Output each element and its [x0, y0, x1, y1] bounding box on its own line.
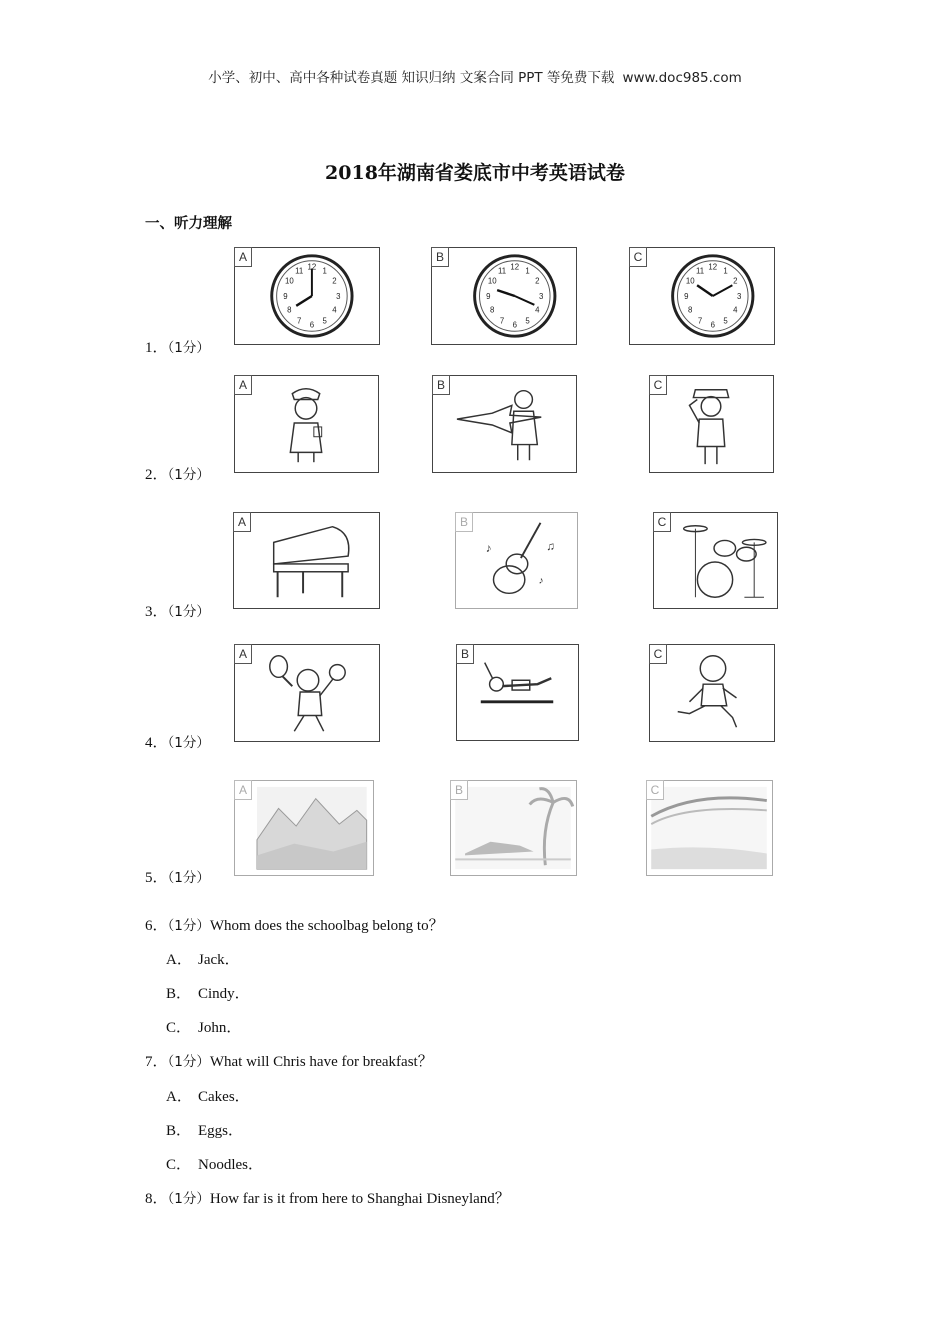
option-letter: A	[233, 512, 251, 532]
option-text: Cindy．	[198, 986, 250, 1002]
svg-text:1: 1	[723, 266, 728, 276]
option-picture-1c[interactable]	[629, 247, 775, 345]
option-picture-4c[interactable]	[649, 644, 775, 742]
option-letter: B	[455, 512, 473, 532]
svg-text:4: 4	[733, 305, 738, 315]
svg-text:1: 1	[525, 266, 530, 276]
option-letter: A	[234, 247, 252, 267]
option-letter: C．	[166, 1020, 192, 1036]
question-5-label	[145, 866, 210, 887]
question-score: （1分）	[167, 918, 210, 934]
svg-text:7: 7	[296, 316, 302, 326]
option-letter: A	[234, 780, 252, 800]
option-picture-4a[interactable]	[234, 644, 380, 742]
option-picture-3c[interactable]	[653, 512, 778, 609]
option-letter: B．	[166, 986, 192, 1002]
svg-text:11: 11	[295, 266, 304, 276]
svg-text:1: 1	[322, 266, 327, 276]
svg-text:2: 2	[733, 276, 738, 286]
option-text: Cakes．	[198, 1089, 250, 1105]
question-7	[145, 1050, 433, 1071]
svg-text:8: 8	[688, 305, 693, 315]
svg-text:♫: ♫	[546, 540, 556, 554]
option-text: Eggs．	[198, 1123, 244, 1139]
svg-text:4: 4	[535, 305, 540, 315]
question-text: How far is it from here to Shanghai Disneyland？	[209, 1191, 510, 1207]
svg-text:3: 3	[737, 291, 742, 301]
option-picture-3a[interactable]	[233, 512, 380, 609]
question-score: （1分）	[167, 340, 210, 356]
svg-text:♪: ♪	[538, 575, 544, 587]
option-letter: B．	[166, 1123, 192, 1139]
section-title: 一、听力理解	[145, 216, 232, 232]
option-letter: B	[450, 780, 468, 800]
option-text: John．	[198, 1020, 242, 1036]
option-picture-5a[interactable]	[234, 780, 374, 876]
svg-text:8: 8	[287, 305, 292, 315]
question-1-label	[145, 336, 210, 357]
option-picture-5b[interactable]	[450, 780, 577, 876]
option-picture-4b[interactable]	[456, 644, 579, 741]
question-text: What will Chris have for breakfast？	[209, 1054, 433, 1070]
svg-text:11: 11	[695, 266, 705, 276]
question-2-label	[145, 463, 210, 484]
svg-text:3: 3	[539, 291, 544, 301]
clock-icon	[235, 248, 379, 344]
svg-text:5: 5	[723, 316, 728, 326]
option-letter: C	[649, 644, 667, 664]
option-letter: A	[234, 644, 252, 664]
question-3-label	[145, 600, 210, 621]
question-score: （1分）	[167, 870, 210, 886]
pilot-with-jet-icon	[433, 376, 576, 472]
question-4-label	[145, 731, 210, 752]
high-jumper-icon	[457, 645, 578, 740]
option-picture-2b[interactable]	[432, 375, 577, 473]
question-number: 7．	[145, 1054, 168, 1070]
option-letter: C	[653, 512, 671, 532]
page-title: 2018年湖南省娄底市中考英语试卷	[325, 162, 625, 184]
question-number: 5．	[145, 870, 168, 886]
option-picture-1a[interactable]	[234, 247, 380, 345]
svg-text:9: 9	[684, 291, 689, 301]
svg-text:12: 12	[307, 262, 317, 272]
svg-text:6: 6	[710, 320, 715, 330]
question-number: 4．	[145, 735, 168, 751]
q6-option-c[interactable]	[166, 1016, 241, 1037]
option-letter: C．	[166, 1157, 192, 1173]
option-letter: A．	[166, 952, 192, 968]
question-score: （1分）	[167, 735, 210, 751]
option-letter: A．	[166, 1089, 192, 1105]
option-picture-3b[interactable]	[455, 512, 578, 609]
svg-text:7: 7	[697, 316, 703, 326]
option-letter: C	[629, 247, 647, 267]
option-letter: A	[234, 375, 252, 395]
q7-option-c[interactable]	[166, 1153, 263, 1174]
svg-text:4: 4	[332, 305, 337, 315]
svg-text:9: 9	[283, 291, 288, 301]
header-text: 小学、初中、高中各种试卷真题 知识归纳 文案合同 PPT 等免费下载	[208, 70, 615, 86]
question-number: 2．	[145, 467, 168, 483]
palm-beach-icon	[451, 781, 576, 875]
option-letter: C	[646, 780, 664, 800]
question-number: 1．	[145, 340, 168, 356]
svg-text:10: 10	[285, 276, 294, 286]
svg-text:7: 7	[499, 316, 505, 326]
option-letter: B	[432, 375, 450, 395]
question-score: （1分）	[167, 1191, 210, 1207]
svg-text:12: 12	[510, 262, 520, 272]
svg-text:9: 9	[486, 291, 491, 301]
q7-option-a[interactable]	[166, 1085, 250, 1106]
question-number: 8．	[145, 1191, 168, 1207]
page-header	[0, 66, 950, 86]
svg-text:5: 5	[322, 316, 327, 326]
svg-text:♪: ♪	[485, 542, 492, 556]
question-8	[145, 1187, 510, 1208]
q7-option-b[interactable]	[166, 1119, 243, 1140]
clock-icon	[630, 248, 774, 344]
option-picture-5c[interactable]	[646, 780, 773, 876]
guitar-icon	[456, 513, 577, 608]
mountains-icon	[235, 781, 373, 875]
option-letter: B	[456, 644, 474, 664]
soldier-saluting-icon	[650, 376, 773, 472]
drum-set-icon	[654, 513, 777, 608]
q6-option-b[interactable]	[166, 982, 250, 1003]
option-picture-1b[interactable]	[431, 247, 577, 345]
tennis-player-icon	[235, 645, 379, 741]
option-text: Jack．	[198, 952, 240, 968]
clock-icon	[432, 248, 576, 344]
option-picture-2a[interactable]	[234, 375, 379, 473]
option-picture-2c[interactable]	[649, 375, 774, 473]
question-score: （1分）	[167, 1054, 210, 1070]
option-letter: C	[649, 375, 667, 395]
option-text: Noodles．	[198, 1157, 263, 1173]
seashore-icon	[647, 781, 772, 875]
svg-text:10: 10	[487, 276, 497, 286]
svg-text:12: 12	[708, 262, 718, 272]
question-number: 6．	[145, 918, 168, 934]
question-text: Whom does the schoolbag belong to？	[209, 918, 444, 934]
svg-text:5: 5	[525, 316, 530, 326]
option-letter: B	[431, 247, 449, 267]
question-number: 3．	[145, 604, 168, 620]
question-score: （1分）	[167, 604, 210, 620]
running-boy-icon	[650, 645, 774, 741]
nurse-icon	[235, 376, 378, 472]
q6-option-a[interactable]	[166, 948, 240, 969]
svg-text:2: 2	[535, 276, 540, 286]
svg-text:11: 11	[497, 266, 507, 276]
header-site-link[interactable]: www.doc985.com	[622, 70, 742, 86]
svg-text:6: 6	[512, 320, 517, 330]
svg-text:6: 6	[309, 320, 315, 330]
question-6	[145, 914, 444, 935]
svg-text:8: 8	[490, 305, 495, 315]
svg-text:2: 2	[332, 276, 337, 286]
piano-icon	[234, 513, 379, 608]
svg-text:3: 3	[336, 291, 341, 301]
svg-text:10: 10	[685, 276, 695, 286]
question-score: （1分）	[167, 467, 210, 483]
